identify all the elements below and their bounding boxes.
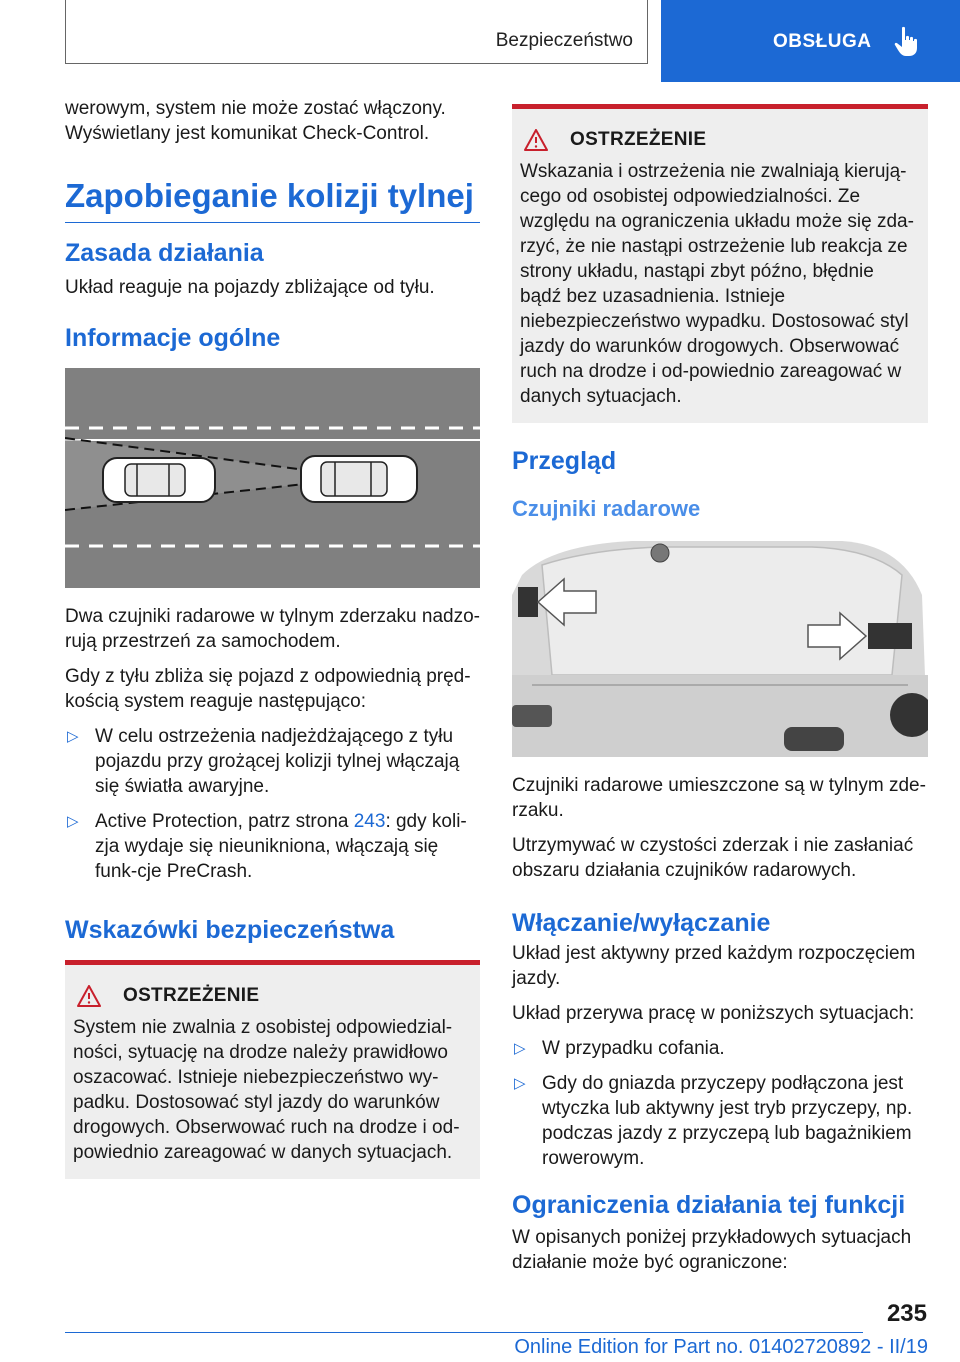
warning-triangle-icon xyxy=(524,129,548,151)
edition-note: Online Edition for Part no. 01402720892 - II/19 xyxy=(514,1336,928,1358)
chapter-tab-label: OBSŁUGA xyxy=(773,31,872,52)
general-paragraph-2: Gdy z tyłu zbliża się pojazd z odpowiednią pręd-kością system reaguje następująco: xyxy=(65,666,471,712)
left-column xyxy=(65,96,480,1193)
principle-text: Układ reaguje na pojazdy zbliżające od tyłu. xyxy=(65,277,435,298)
hand-pointer-icon xyxy=(894,26,920,58)
heading-safety: Wskazówki bezpieczeństwa xyxy=(65,916,395,944)
warning-text: Wskazania i ostrzeżenia nie zwalniają kierują-cego od osobistej odpowiedzialności. Ze względu na ograniczenia układu może się zda-rzyć, że nie nastąpi ostrzeżenie lub reakcja ze strony układu, nastąpi zbyt późno, błędnie bądź bez uzasadnienia. Istnieje niebezpieczeństwo wypadku. Dostosować styl jazdy do warunków drogowych. Obserwować ruch na drodze i od-powiednio zareagować w danych sytuacjach. xyxy=(520,161,914,407)
triangle-bullet-icon: ▷ xyxy=(67,728,79,745)
chapter-tab[interactable] xyxy=(661,0,960,82)
sensors-paragraph-2: Utrzymywać w czystości zderzak i nie zasłaniać obszaru działania czujników radarowych. xyxy=(512,835,914,881)
heading-sensors: Czujniki radarowe xyxy=(512,496,701,521)
road-illustration xyxy=(65,368,480,588)
running-header xyxy=(65,0,648,64)
section-title: Bezpieczeństwo xyxy=(495,30,633,51)
on-off-paragraph-2: Układ przerywa pracę w poniższych sytuacjach: xyxy=(512,1003,915,1024)
warning-box xyxy=(65,960,480,1179)
rear-bumper-illustration xyxy=(512,535,928,757)
following-car-icon xyxy=(103,458,215,502)
warning-triangle-icon xyxy=(77,985,101,1007)
right-column xyxy=(512,104,928,1285)
heading-overview: Przegląd xyxy=(512,447,617,475)
list-item: ▷ W przypadku cofania. xyxy=(514,1038,725,1059)
general-paragraph-1: Dwa czujniki radarowe w tylnym zderzaku nadzo-rują przestrzeń za samochodem. xyxy=(65,606,480,652)
list-item: ▷ W celu ostrzeżenia nadjeżdżającego z tyłu pojazdu przy grożącej kolizji tylnej włączają się światła awaryjne. xyxy=(67,726,460,797)
page-number: 235 xyxy=(886,1300,927,1327)
sensors-paragraph-1: Czujniki radarowe umieszczone są w tylnym zde-rzaku. xyxy=(512,775,926,821)
footer-divider xyxy=(65,1332,863,1333)
limits-paragraph: W opisanych poniżej przykładowych sytuacjach działanie może być ograniczone: xyxy=(512,1227,912,1273)
pause-list xyxy=(512,1036,928,1171)
host-car-icon xyxy=(301,456,417,502)
triangle-bullet-icon: ▷ xyxy=(67,813,79,830)
heading-limits: Ograniczenia działania tej funkcji xyxy=(512,1191,906,1219)
warning-title: OSTRZEŻENIE xyxy=(570,129,707,150)
heading-on-off: Włączanie/wyłączanie xyxy=(512,909,771,937)
list-item: ▷ Gdy do gniazda przyczepy podłączona jest wtyczka lub aktywny jest tryb przyczepy, np. podczas jazdy z przyczepą lub bagażnikiem rowerowym. xyxy=(514,1073,913,1169)
intro-paragraph: werowym, system nie może zostać włączony. Wyświetlany jest komunikat Check-Control. xyxy=(65,98,446,144)
on-off-paragraph-1: Układ jest aktywny przed każdym rozpoczęciem jazdy. xyxy=(512,943,916,989)
reaction-list xyxy=(65,724,480,884)
heading-principle: Zasada działania xyxy=(65,239,264,267)
triangle-bullet-icon: ▷ xyxy=(514,1075,526,1092)
warning-box xyxy=(512,104,928,423)
list-item: ▷ Active Protection, patrz strona 243: gdy koli-zja wydaje się nieunikniona, włączają się funk-cje PreCrash. xyxy=(67,811,467,882)
page-link-243[interactable]: 243 xyxy=(353,811,386,832)
warning-text: System nie zwalnia z osobistej odpowiedzial-ności, sytuację na drodze należy prawidłowo oszacować. Istnieje niebezpieczeństwo wy-padku. Dostosować styl jazdy do warunków drogowych. Obserwować ruch na drodze i od-powiednio zareagować w danych sytuacjach. xyxy=(73,1017,460,1163)
page-title: Zapobieganie kolizji tylnej xyxy=(65,176,480,223)
warning-title: OSTRZEŻENIE xyxy=(123,985,260,1006)
triangle-bullet-icon: ▷ xyxy=(514,1040,526,1057)
heading-general: Informacje ogólne xyxy=(65,324,281,352)
